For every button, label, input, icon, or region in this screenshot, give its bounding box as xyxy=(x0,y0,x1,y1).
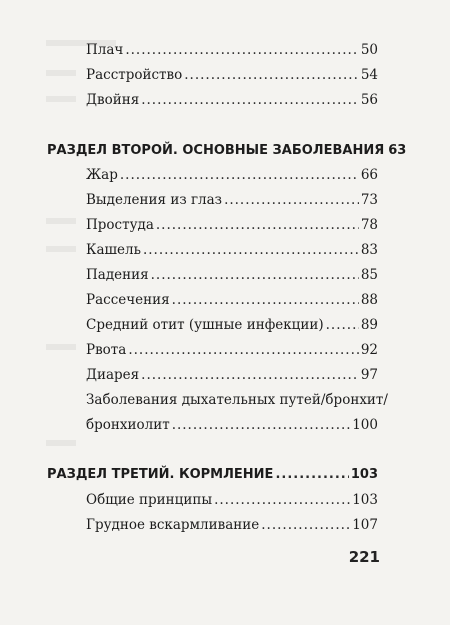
toc-entry-title: Средний отит (ушные инфекции) xyxy=(86,317,324,333)
toc-entry-page: 89 xyxy=(360,317,378,333)
toc-entry-title: Падения xyxy=(86,267,149,283)
dot-leader xyxy=(214,492,350,508)
toc-entry-title: Двойня xyxy=(86,92,140,108)
toc-section-heading[interactable] xyxy=(47,143,407,158)
dot-leader xyxy=(151,267,359,283)
dot-leader xyxy=(224,192,359,208)
toc-entry[interactable] xyxy=(86,67,378,83)
dot-leader xyxy=(143,242,359,258)
toc-entry-page: 83 xyxy=(360,242,378,258)
toc-entry-title: бронхиолит xyxy=(86,417,170,433)
dot-leader xyxy=(141,367,359,383)
dot-leader xyxy=(172,417,351,433)
toc-entry[interactable] xyxy=(86,42,378,58)
page-number: 221 xyxy=(348,548,380,566)
toc-entry-title: Плач xyxy=(86,42,124,58)
bleed-through-mark xyxy=(46,70,76,76)
bleed-through-mark xyxy=(46,96,76,102)
toc-entry-page: 88 xyxy=(360,292,378,308)
toc-entry[interactable] xyxy=(86,317,378,333)
bleed-through-mark xyxy=(46,218,76,224)
section-title: РАЗДЕЛ ВТОРОЙ. ОСНОВНЫЕ ЗАБОЛЕВАНИЯ xyxy=(47,143,385,158)
toc-entry-title: Кашель xyxy=(86,242,141,258)
toc-entry[interactable] xyxy=(86,492,378,508)
section-title: РАЗДЕЛ ТРЕТИЙ. КОРМЛЕНИЕ xyxy=(47,467,274,482)
toc-entry[interactable] xyxy=(86,167,378,183)
dot-leader xyxy=(326,317,359,333)
toc-entry-page: 78 xyxy=(360,217,378,233)
toc-entry-title: Рвота xyxy=(86,342,127,358)
toc-entry[interactable] xyxy=(86,367,378,383)
toc-entry[interactable] xyxy=(86,292,378,308)
toc-section-heading[interactable] xyxy=(47,467,378,482)
bleed-through-mark xyxy=(46,246,76,252)
toc-entry-title: Грудное вскармливание xyxy=(86,517,260,533)
toc-entry-page: 97 xyxy=(360,367,378,383)
dot-leader xyxy=(125,42,358,58)
dot-leader xyxy=(120,167,359,183)
section-page: 103 xyxy=(350,467,378,482)
toc-entry[interactable] xyxy=(86,342,378,358)
toc-entry-page: 56 xyxy=(360,92,378,108)
toc-entry-title: Общие принципы xyxy=(86,492,213,508)
toc-entry-title: Жар xyxy=(86,167,118,183)
dot-leader xyxy=(156,217,359,233)
toc-entry-title: Расстройство xyxy=(86,67,183,83)
toc-entry-title: Рассечения xyxy=(86,292,170,308)
dot-leader xyxy=(184,67,359,83)
toc-entry-page: 92 xyxy=(360,342,378,358)
dot-leader xyxy=(275,467,348,482)
toc-entry[interactable] xyxy=(86,517,378,533)
toc-entry-title: Простуда xyxy=(86,217,154,233)
dot-leader xyxy=(141,92,359,108)
toc-entry-page: 85 xyxy=(360,267,378,283)
dot-leader xyxy=(172,292,359,308)
toc-entry[interactable] xyxy=(86,192,378,208)
toc-entry[interactable] xyxy=(86,92,378,108)
toc-entry[interactable] xyxy=(86,242,378,258)
toc-entry-page: 107 xyxy=(352,517,378,533)
toc-entry-title: Выделения из глаз xyxy=(86,192,223,208)
toc-entry-title-line1[interactable]: Заболевания дыхательных путей/бронхит/ xyxy=(86,392,388,408)
toc-entry[interactable] xyxy=(86,217,378,233)
bleed-through-mark xyxy=(46,440,76,446)
toc-entry-page: 100 xyxy=(352,417,378,433)
toc-entry-page: 103 xyxy=(352,492,378,508)
bleed-through-mark xyxy=(46,344,76,350)
toc-entry-page: 73 xyxy=(360,192,378,208)
toc-entry[interactable] xyxy=(86,267,378,283)
toc-entry-title: Диарея xyxy=(86,367,140,383)
toc-entry-page: 50 xyxy=(360,42,378,58)
dot-leader xyxy=(128,342,358,358)
dot-leader xyxy=(261,517,350,533)
toc-entry[interactable] xyxy=(86,417,378,433)
toc-entry-page: 66 xyxy=(360,167,378,183)
toc-entry-page: 54 xyxy=(360,67,378,83)
section-page: 63 xyxy=(388,143,407,158)
